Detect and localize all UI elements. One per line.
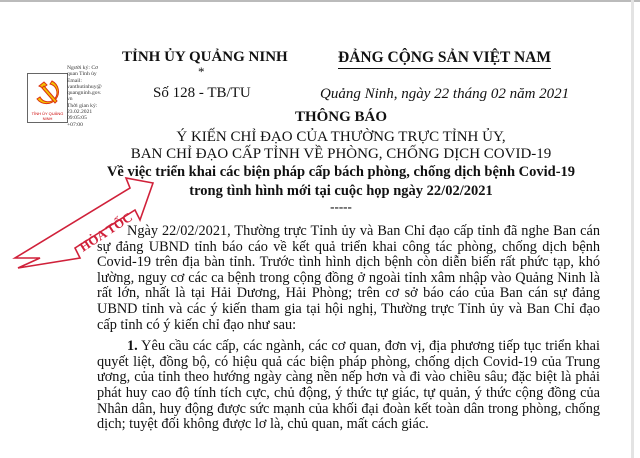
- title-line-2: BAN CHỈ ĐẠO CẤP TỈNH VỀ PHÒNG, CHỐNG DỊCH COVID-19: [130, 146, 552, 162]
- urgent-stamp: [0, 140, 170, 280]
- stamp-text: HỎA TỐC: [76, 209, 136, 255]
- signature-line: Email:: [67, 77, 82, 84]
- document-body: [97, 224, 600, 433]
- page-right-edge: [631, 0, 634, 458]
- document-type: THÔNG BÁO: [294, 109, 388, 125]
- issuer-star: *: [198, 64, 205, 79]
- signature-line: Người ký: Cơ: [67, 65, 99, 71]
- signature-line: vn: [67, 96, 73, 103]
- logo-caption: TỈNH ỦY QUẢNG NINH: [31, 111, 64, 121]
- hammer-sickle-icon: [28, 74, 67, 114]
- signature-line: quan Tỉnh ủy: [67, 71, 97, 78]
- title-line-1: Ý KIẾN CHỈ ĐẠO CỦA THƯỜNG TRỰC TỈNH ỦY,: [176, 129, 506, 145]
- item-number: 1.: [127, 338, 138, 355]
- document-number: Số 128 - TB/TU: [153, 85, 251, 101]
- signature-line: vanthutinhuy@: [67, 83, 102, 90]
- place-date: Quảng Ninh, ngày 22 tháng 02 năm 2021: [320, 86, 570, 102]
- item-text: Yêu cầu các cấp, các ngành, các cơ quan, đơn vị, địa phương tiếp tục triển khai quyết liệt, đồng bộ, có hiệu quả các biện pháp phòng, chống dịch Covid-19 của Trung ương, của tỉnh theo hướng ngày càng nền nếp hơn và đi vào chiều sâu; đặc biệt là phải phát huy cao độ tính tích cực, chủ động, ý thức tự giác, tự quản, ý thức cộng đồng của Nhân dân, huy động được sức mạnh của khối đại đoàn kết toàn dân trong phòng, chống dịch; tuyệt đối không được lơ là, chủ quan, mất cách giác.: [97, 338, 600, 433]
- signature-line: 09:05:05: [67, 115, 87, 122]
- issuer-name: TỈNH ỦY QUẢNG NINH: [122, 49, 288, 65]
- subject-line-2: trong tình hình mới tại cuộc họp ngày 22/02/2021: [189, 183, 493, 199]
- signature-line: +07:00: [67, 121, 83, 128]
- paragraph-item-1: [97, 339, 600, 433]
- separator: -----: [330, 199, 352, 214]
- page-top-edge: [0, 0, 640, 2]
- paragraph-intro: Ngày 22/02/2021, Thường trực Tỉnh ủy và Ban Chỉ đạo cấp tỉnh đã nghe Ban cán sự đảng UBND tỉnh báo cáo về kết quả triển khai công tác phòng, chống dịch bệnh Covid-19 trên địa bàn tỉnh. Trước tình hình dịch bệnh còn diễn biến rất phức tạp, khó lường, nguy cơ các ca bệnh trong cộng đồng ở ngoài tỉnh xâm nhập vào Quảng Ninh là rất lớn, nhất là tại Hải Dương, Hải Phòng; trên cơ sở báo cáo của Ban cán sự đảng UBND tỉnh và các ý kiến tham gia tại hội nghị, Thường trực Tỉnh ủy và Ban Chỉ đạo cấp tỉnh có ý kiến chỉ đạo như sau:: [97, 223, 600, 333]
- subject-line-1: Về việc triển khai các biện pháp cấp bách phòng, chống dịch bệnh Covid-19: [106, 164, 576, 180]
- signature-line: Thời gian ký:: [67, 102, 98, 109]
- party-heading: ĐẢNG CỘNG SẢN VIỆT NAM: [338, 49, 551, 69]
- party-logo: [27, 73, 68, 123]
- signature-line: quangninh.gov.: [67, 90, 102, 97]
- signature-line: 23.02.2021: [67, 109, 93, 116]
